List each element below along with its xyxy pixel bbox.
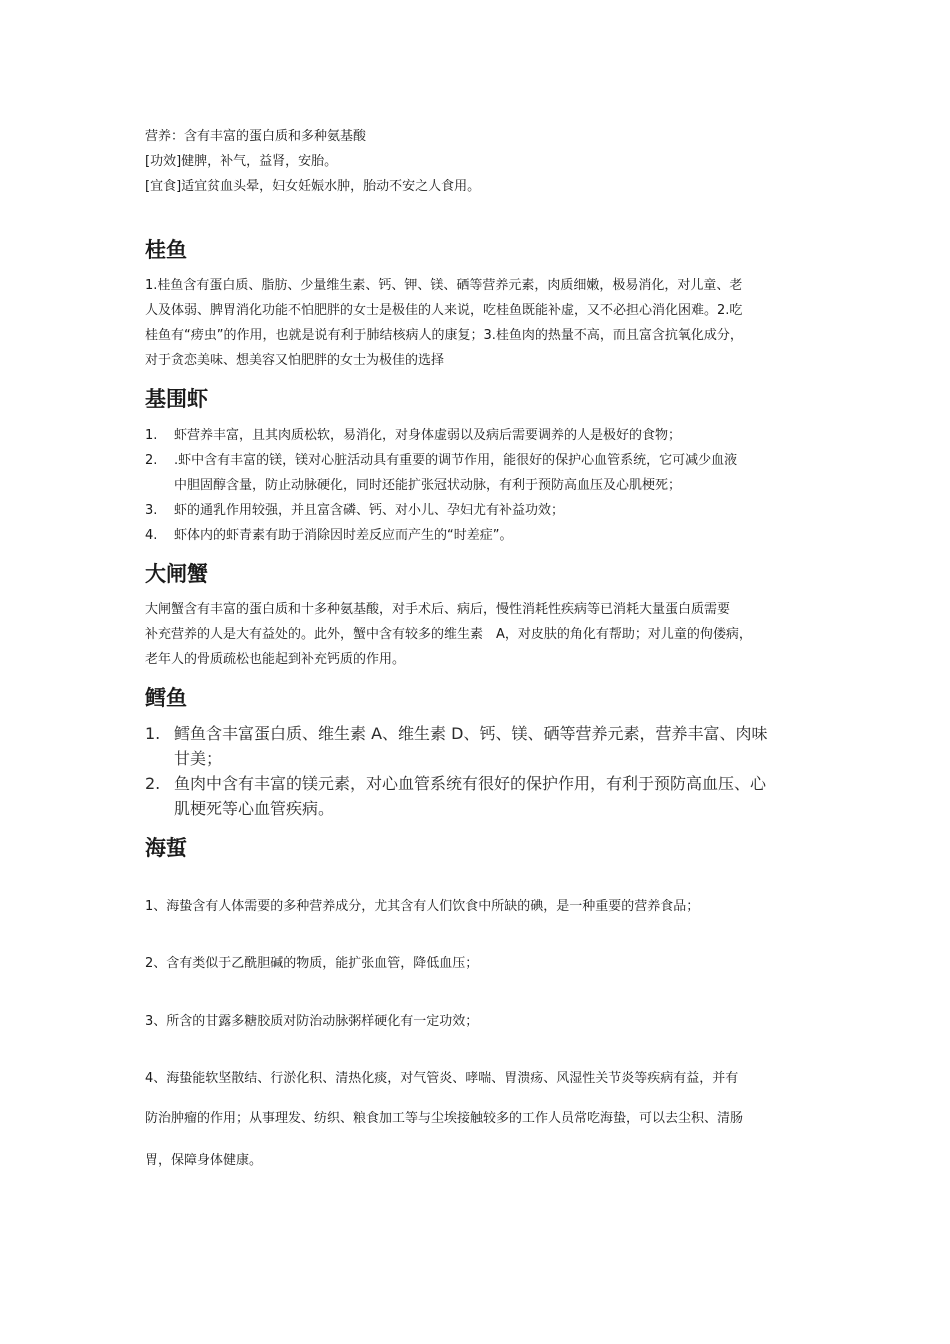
- haizhe-paragraph: 3、所含的甘露多糖胶质对防治动脉粥样硬化有一定功效；: [145, 1014, 479, 1029]
- dazhaxie-line: 补充营养的人是大有益处的。此外，蟹中含有较多的维生素 A，对皮肤的角化有帮助；对儿童的佝偻病，: [145, 627, 752, 642]
- heading-dazhaxie: 大闸蟹: [145, 562, 208, 586]
- list-item: 虾营养丰富，且其肉质松软，易消化，对身体虚弱以及病后需要调养的人是极好的食物；: [174, 428, 682, 443]
- dazhaxie-line: 大闸蟹含有丰富的蛋白质和十多种氨基酸，对手术后、病后，慢性消耗性疾病等已消耗大量蛋白质需要: [145, 602, 731, 617]
- guiyu-line: 对于贪恋美味、想美容又怕肥胖的女士为极佳的选择: [145, 353, 445, 368]
- list-number: 3.: [145, 503, 158, 518]
- list-item: 鳕鱼含丰富蛋白质、维生素 A、维生素 D、钙、镁、硒等营养元素，营养丰富、肉味: [174, 724, 768, 743]
- haizhe-paragraph: 4、海蛰能软坚散结、行淤化积、清热化痰，对气管炎、哮喘、胃溃疡、风湿性关节炎等疾病有益，并有: [145, 1071, 739, 1086]
- list-number: 1.: [145, 428, 158, 443]
- haizhe-paragraph: 2、含有类似于乙酰胆碱的物质，能扩张血管，降低血压；: [145, 956, 479, 971]
- haizhe-paragraph-continued: 胃，保障身体健康。: [145, 1153, 263, 1168]
- intro-nutrition: 营养：含有丰富的蛋白质和多种氨基酸: [145, 129, 367, 144]
- heading-xueyu: 鳕鱼: [145, 686, 187, 710]
- intro-suitable: [宜食]适宜贫血头晕，妇女妊娠水肿，胎动不安之人食用。: [145, 179, 481, 194]
- heading-jiweixia: 基围虾: [145, 387, 208, 411]
- list-item: 虾的通乳作用较强，并且富含磷、钙、对小儿、孕妇尤有补益功效；: [174, 503, 565, 518]
- haizhe-paragraph: 1、海蛰含有人体需要的多种营养成分，尤其含有人们饮食中所缺的碘，是一种重要的营养食品；: [145, 899, 700, 914]
- list-number: 2.: [145, 774, 161, 793]
- list-number: 2.: [145, 453, 158, 468]
- list-item: 虾体内的虾青素有助于消除因时差反应而产生的“时差症”。: [174, 528, 513, 543]
- haizhe-paragraph-continued: 防治肿瘤的作用；从事理发、纺织、粮食加工等与尘埃接触较多的工作人员常吃海蛰，可以去尘积、清肠: [145, 1111, 744, 1126]
- dazhaxie-line: 老年人的骨质疏松也能起到补充钙质的作用。: [145, 652, 406, 667]
- intro-effect: [功效]健脾，补气，益肾，安胎。: [145, 154, 338, 169]
- list-item: 鱼肉中含有丰富的镁元素，对心血管系统有很好的保护作用，有利于预防高血压、心: [174, 774, 767, 793]
- list-number: 1.: [145, 724, 161, 743]
- guiyu-line: 1.桂鱼含有蛋白质、脂肪、少量维生素、钙、钾、镁、硒等营养元素，肉质细嫩，极易消化，对儿童、老: [145, 278, 743, 293]
- list-item-continued: 肌梗死等心血管疾病。: [174, 799, 335, 818]
- list-item: .虾中含有丰富的镁，镁对心脏活动具有重要的调节作用，能很好的保护心血管系统，它可减少血液: [174, 453, 738, 468]
- heading-guiyu: 桂鱼: [145, 238, 187, 262]
- heading-haizhe: 海蜇: [145, 836, 187, 860]
- guiyu-line: 桂鱼有“痨虫”的作用，也就是说有利于肺结核病人的康复；3.桂鱼肉的热量不高，而且富含抗氧化成分，: [145, 328, 743, 343]
- list-item-continued: 甘美；: [174, 749, 223, 768]
- guiyu-line: 人及体弱、脾胃消化功能不怕肥胖的女士是极佳的人来说，吃桂鱼既能补虚，又不必担心消化困难。2.吃: [145, 303, 743, 318]
- list-number: 4.: [145, 528, 158, 543]
- list-item-continued: 中胆固醇含量，防止动脉硬化，同时还能扩张冠状动脉，有利于预防高血压及心肌梗死；: [174, 478, 682, 493]
